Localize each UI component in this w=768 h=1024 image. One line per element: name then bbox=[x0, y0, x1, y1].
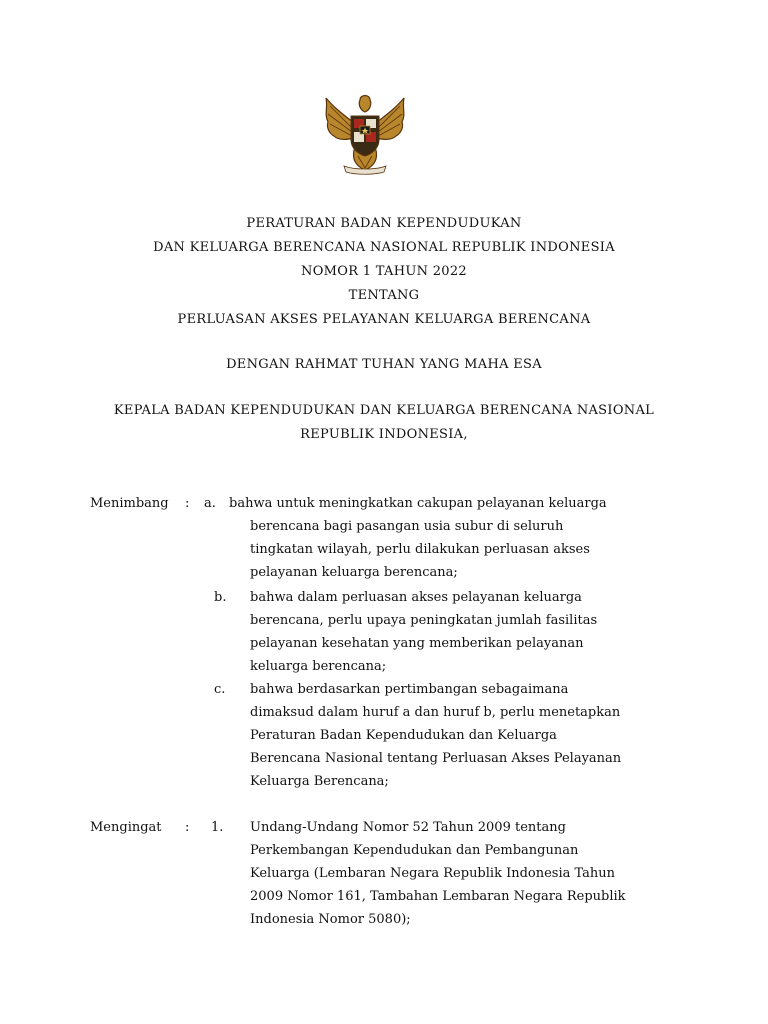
menimbang-a-line-2: berencana bagi pasangan usia subur di seluruh bbox=[250, 519, 564, 534]
menimbang-a-line-3: tingkatan wilayah, perlu dilakukan perluasan akses bbox=[250, 542, 590, 557]
title-line-3: NOMOR 1 TAHUN 2022 bbox=[301, 264, 467, 279]
mengingat-1-line-1: Undang-Undang Nomor 52 Tahun 2009 tentang bbox=[250, 820, 566, 835]
title-line-2: DAN KELUARGA BERENCANA NASIONAL REPUBLIK INDONESIA bbox=[153, 240, 615, 255]
menimbang-c-line-3: Peraturan Badan Kependudukan dan Keluarga bbox=[250, 728, 557, 743]
mengingat-1-line-4: 2009 Nomor 161, Tambahan Lembaran Negara Republik bbox=[250, 889, 626, 904]
menimbang-label: Menimbang bbox=[90, 496, 169, 511]
mengingat-label: Mengingat bbox=[90, 820, 162, 835]
menimbang-c-line-2: dimaksud dalam huruf a dan huruf b, perlu menetapkan bbox=[250, 705, 621, 720]
garuda-emblem-icon bbox=[318, 88, 412, 176]
menimbang-marker-c: c. bbox=[214, 682, 226, 697]
menimbang-colon: : bbox=[185, 496, 190, 511]
title-line-1: PERATURAN BADAN KEPENDUDUKAN bbox=[246, 216, 522, 231]
invocation: DENGAN RAHMAT TUHAN YANG MAHA ESA bbox=[226, 357, 542, 372]
mengingat-1-line-2: Perkembangan Kependudukan dan Pembangunan bbox=[250, 843, 579, 858]
menimbang-c-line-1: bahwa berdasarkan pertimbangan sebagaimana bbox=[250, 682, 569, 697]
menimbang-c-line-5: Keluarga Berencana; bbox=[250, 774, 389, 789]
mengingat-marker-1: 1. bbox=[211, 820, 224, 835]
menimbang-marker-a: a. bbox=[204, 496, 216, 511]
menimbang-c-line-4: Berencana Nasional tentang Perluasan Akses Pelayanan bbox=[250, 751, 622, 766]
title-line-4: TENTANG bbox=[348, 288, 420, 303]
menimbang-b-line-2: berencana, perlu upaya peningkatan jumlah fasilitas bbox=[250, 613, 598, 628]
menimbang-b-line-4: keluarga berencana; bbox=[250, 659, 387, 674]
menimbang-a-line-4: pelayanan keluarga berencana; bbox=[250, 565, 458, 580]
menimbang-a-line-1: bahwa untuk meningkatkan cakupan pelayanan keluarga bbox=[229, 496, 607, 511]
menimbang-marker-b: b. bbox=[214, 590, 227, 605]
mengingat-1-line-5: Indonesia Nomor 5080); bbox=[250, 912, 411, 927]
mengingat-colon: : bbox=[185, 820, 190, 835]
menimbang-b-line-1: bahwa dalam perluasan akses pelayanan keluarga bbox=[250, 590, 582, 605]
title-line-5: PERLUASAN AKSES PELAYANAN KELUARGA BERENCANA bbox=[177, 312, 591, 327]
issuer-line-1: KEPALA BADAN KEPENDUDUKAN DAN KELUARGA BERENCANA NASIONAL bbox=[113, 403, 655, 418]
mengingat-1-line-3: Keluarga (Lembaran Negara Republik Indonesia Tahun bbox=[250, 866, 616, 881]
menimbang-b-line-3: pelayanan kesehatan yang memberikan pelayanan bbox=[250, 636, 584, 651]
issuer-line-2: REPUBLIK INDONESIA, bbox=[300, 427, 468, 442]
